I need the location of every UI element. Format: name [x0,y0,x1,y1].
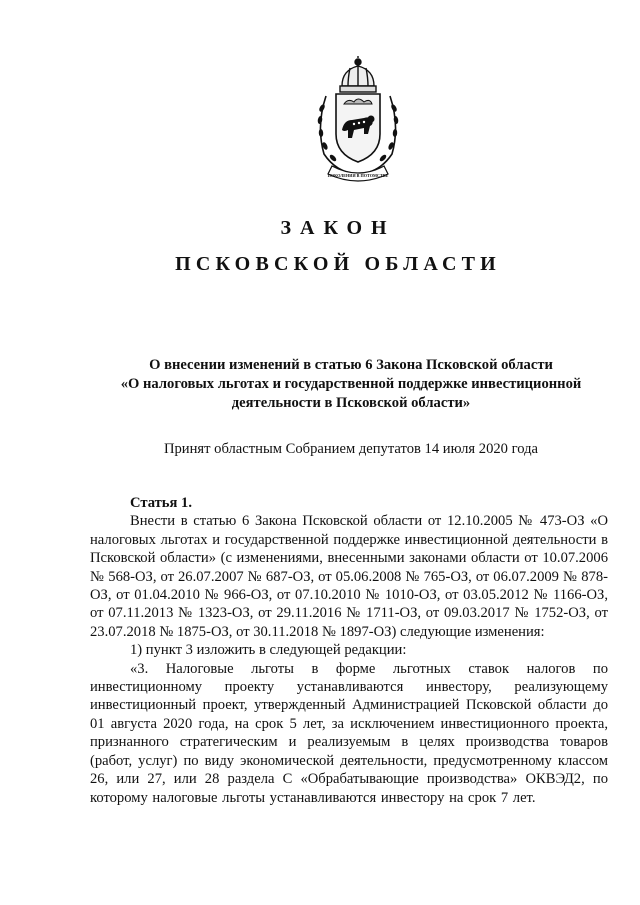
law-region-heading: ПСКОВСКОЙ ОБЛАСТИ [175,253,501,275]
emblem-motto: ПОКОЛЕНИЯ В ПОТОМСТВЕ [327,173,389,178]
law-heading: ЗАКОН [280,217,396,239]
article-quote-paragraph: «3. Налоговые льготы в форме льготных ставок налогов по инвестиционному проекту устанавливаются инвестору, реализующему инвестиционный проект, утвержденный Администрацией Псковской области до 01 августа 2020 года, на срок 5 лет, за исключением инвестиционного проекта, признанного стратегическим и реализуемым в целях производства товаров (работ, услуг) по виду экономической деятельности, предусмотренному классом 26, или 27, или 28 раздела С «Обрабатывающие производства» ОКВЭД2, по которому налоговые льготы устанавливаются инвестору на срок 7 лет. [90,660,608,806]
title-line: О внесении изменений в статью 6 Закона Псковской области [149,357,553,373]
document-title [108,356,594,413]
article-heading: Статья 1. [130,495,192,511]
adoption-date: Принят областным Собранием депутатов 14 июля 2020 года [163,441,539,457]
article-1 [90,494,608,807]
title-line: «О налоговых льготах и государственной поддержке инвестиционной [120,376,582,392]
article-intro-paragraph: Внести в статью 6 Закона Псковской области от 12.10.2005 № 473-ОЗ «О налоговых льготах и государственной поддержке инвестиционной деятельности в Псковской области» (с изменениями, внесенными законами области от 10.07.2006 № 568-ОЗ, от 26.07.2007 № 687-ОЗ, от 05.06.2008 № 765-ОЗ, от 06.07.2009 № 878-ОЗ, от 01.04.2010 № 966-ОЗ, от 07.10.2010 № 1010-ОЗ, от 03.05.2012 № 1166-ОЗ, от 07.11.2013 № 1323-ОЗ, от 29.11.2016 № 1711-ОЗ, от 09.03.2017 № 1752-ОЗ, от 23.07.2018 № 1875-ОЗ, от 30.11.2018 № 1897-ОЗ) следующие изменения: [90,513,608,640]
article-item-1: 1) пункт 3 изложить в следующей редакции: [130,642,407,659]
title-line: деятельности в Псковской области» [231,395,471,411]
pskov-coat-of-arms-icon [312,56,404,186]
emblem [312,56,404,186]
